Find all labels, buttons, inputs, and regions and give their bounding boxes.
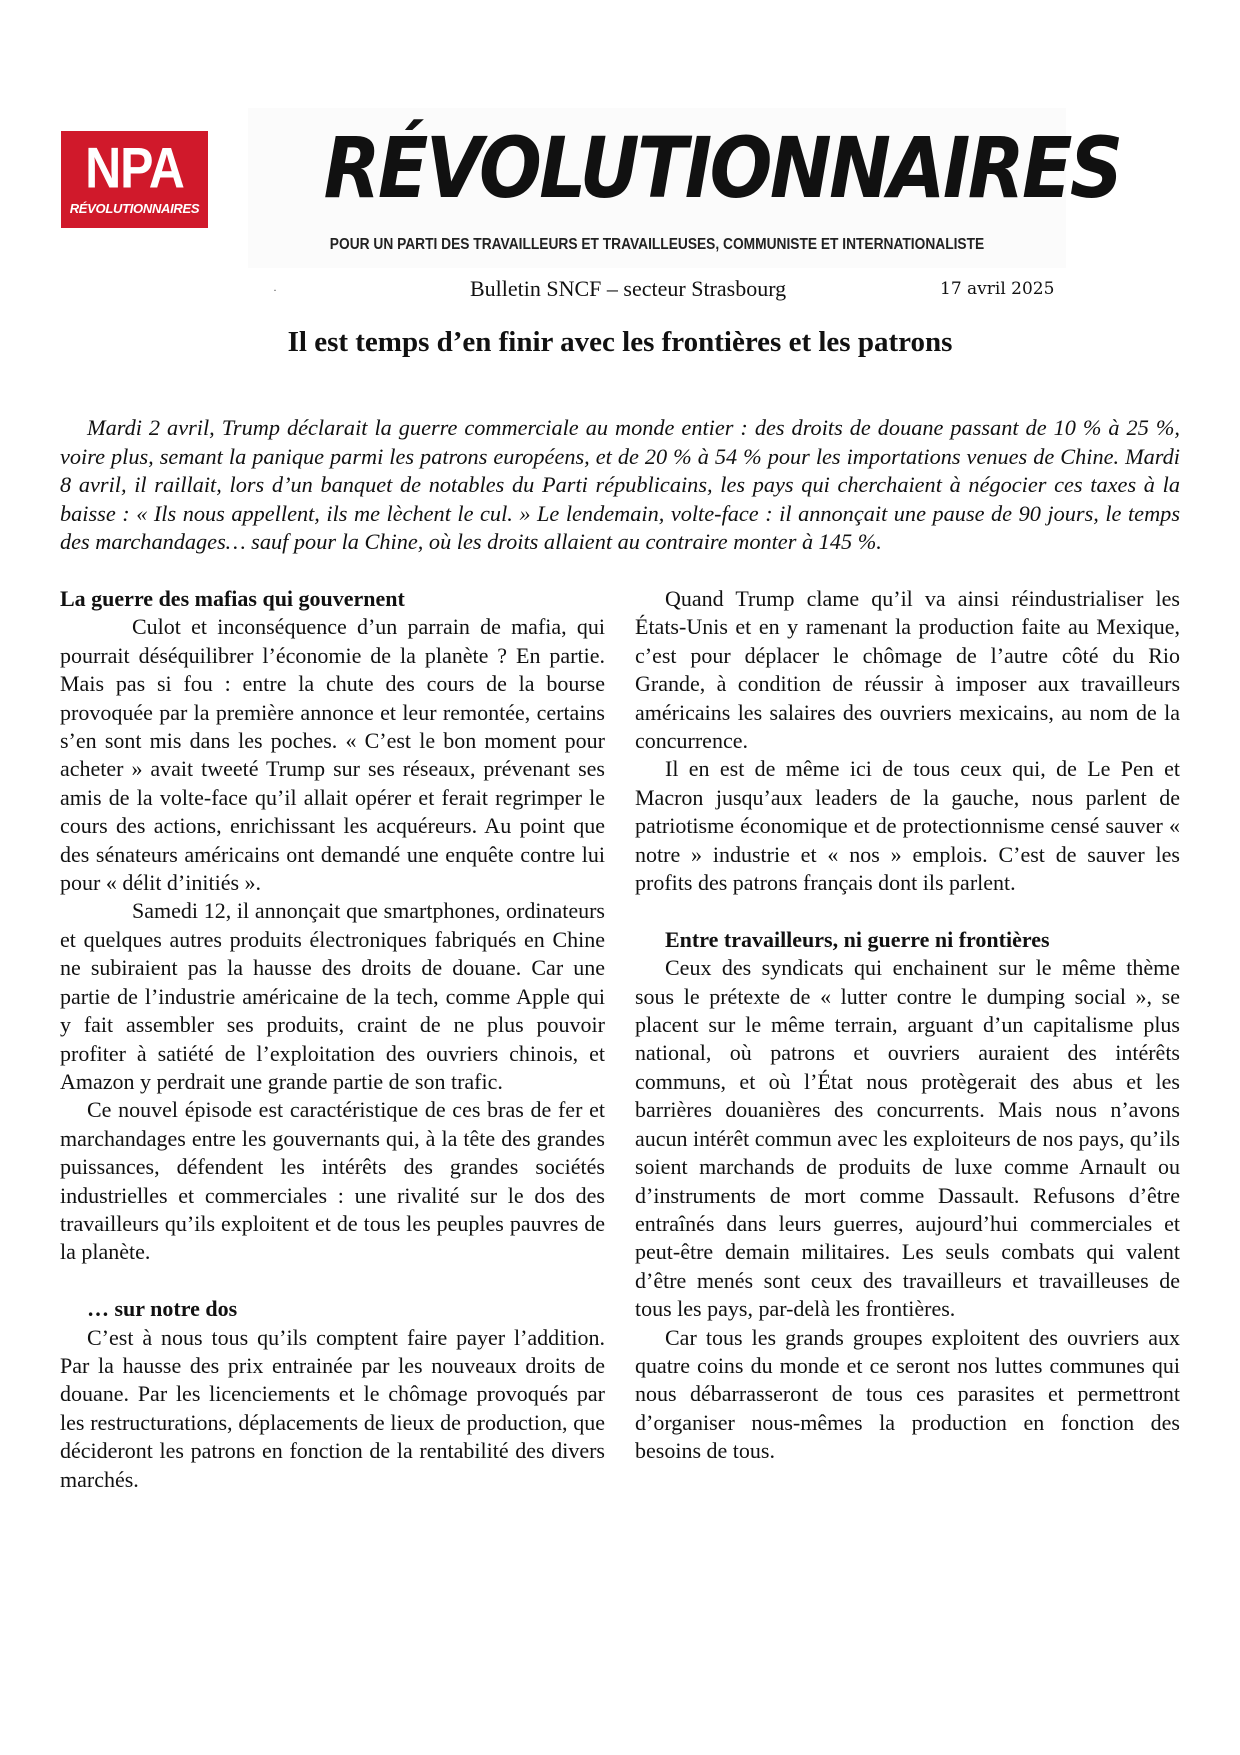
logo-subtitle: RÉVOLUTIONNAIRES	[69, 201, 200, 216]
section-heading: La guerre des mafias qui gouvernent	[60, 586, 405, 611]
paragraph: Samedi 12, il annonçait que smartphones, ordinateurs et quelques autres produits électroniques fabriqués en Chine ne subiraient pas la hausse des droits de douane. Car une partie de l’industrie américaine de la tech, comme Apple qui y fait assembler ses produits, craint de ne plus pouvoir profiter à satiété de l’exploitation des ouvriers chinois, et Amazon y perdrait une grande partie de son trafic.	[60, 898, 605, 1094]
masthead	[248, 108, 1121, 268]
bulletin-label: Bulletin SNCF – secteur Strasbourg	[470, 276, 787, 301]
paragraph: Ce nouvel épisode est caractéristique de ces bras de fer et marchandages entre les gouvernants qui, à la tête des grandes puissances, défendent les intérêts des grandes sociétés industrielles et commerciales : une rivalité sur le dos des travailleurs qu’ils exploitent et de tous les peuples pauvres de la planète.	[60, 1097, 605, 1265]
masthead-tagline: POUR UN PARTI DES TRAVAILLEURS ET TRAVAILLEUSES, COMMUNISTE ET INTERNATIONALISTE	[329, 236, 985, 253]
article-title: Il est temps d’en finir avec les frontières et les patrons	[287, 326, 953, 358]
masthead-title: RÉVOLUTIONNAIRES	[323, 119, 1121, 217]
article-intro: Mardi 2 avril, Trump déclarait la guerre commerciale au monde entier : des droits de douane passant de 10 % à 25 %, voire plus, semant la panique parmi les patrons européens, et de 20 % à 54 % pour les importations venues de Chine. Mardi 8 avril, il raillait, lors d’un banquet de notables du Parti républicains, les pays qui cherchaient à négocier ces taxes à la baisse : « Ils nous appellent, ils me lèchent le cul. » Le lendemain, volte-face : il annonçait une pause de 90 jours, le temps des marchandages… sauf pour la Chine, où les droits allaient au contraire monter à 145 %.	[60, 415, 1180, 554]
logo-npa-text: NPA	[85, 135, 184, 201]
paragraph: Culot et inconséquence d’un parrain de mafia, qui pourrait déséquilibrer l’économie de la planète ? En partie. Mais pas si fou : entre la chute des cours de la bourse provoquée par la première annonce et leur remontée, certains s’en sont mis dans les poches. « C’est le bon moment pour acheter » avait tweeté Trump sur ses réseaux, prévenant ses amis de la volte-face qu’il allait opérer et ferait regrimper le cours des actions, enrichissant les acquéreurs. Au point que des sénateurs américains ont demandé une enquête contre lui pour « délit d’initiés ».	[60, 614, 605, 896]
section-heading: … sur notre dos	[87, 1296, 238, 1322]
npa-logo	[61, 131, 208, 228]
section-heading: Entre travailleurs, ni guerre ni frontières	[665, 926, 1050, 952]
dot-mark: ·	[273, 283, 277, 297]
issue-date: 17 avril 2025	[940, 279, 1055, 299]
paragraph: C’est à nous tous qu’ils comptent faire payer l’addition. Par la hausse des prix entrainée par les nouveaux droits de douane. Par les licenciements et le chômage provoqués par les restructurations, déplacements de lieux de production, que décideront les patrons en fonction de la rentabilité des divers marchés.	[60, 1324, 605, 1492]
column-right	[635, 585, 1180, 1466]
paragraph: Ceux des syndicats qui enchainent sur le même thème sous le prétexte de « lutter contre le dumping social », se placent sur le même terrain, arguant d’un capitalisme plus national, où patrons et ouvriers auraient des intérêts communs, et où l’État nous protègerait des abus et les barrières douanières des concurrents. Mais nous n’avons aucun intérêt commun avec les exploiteurs de nos pays, qu’ils soient marchands de produits de luxe comme Arnault ou d’instruments de mort comme Dassault. Refusons d’être entraînés dans leurs guerres, aujourd’hui commerciales et peut-être demain militaires. Les seuls combats qui valent d’être menés sont ceux des travailleurs et travailleuses de tous les pays, par-delà les frontières.	[635, 955, 1180, 1322]
column-left	[60, 585, 605, 1494]
paragraph: Il en est de même ici de tous ceux qui, de Le Pen et Macron jusqu’aux leaders de la gauche, nous parlent de patriotisme économique et de protectionnisme censé sauver « notre » industrie et « nos » emplois. C’est de sauver les profits des patrons français dont ils parlent.	[635, 756, 1180, 896]
paragraph: Quand Trump clame qu’il va ainsi réindustrialiser les États-Unis et en y ramenant la production faite au Mexique, c’est pour déplacer le chômage de l’autre côté du Rio Grande, à condition de réussir à imposer aux travailleurs américains les salaires des ouvriers mexicains, au nom de la concurrence.	[635, 586, 1180, 754]
paragraph: Car tous les grands groupes exploitent des ouvriers aux quatre coins du monde et ce seront nos luttes communes qui nous débarrasseront de tous ces parasites et permettront d’organiser nous-mêmes la production en fonction des besoins de tous.	[635, 1324, 1180, 1464]
